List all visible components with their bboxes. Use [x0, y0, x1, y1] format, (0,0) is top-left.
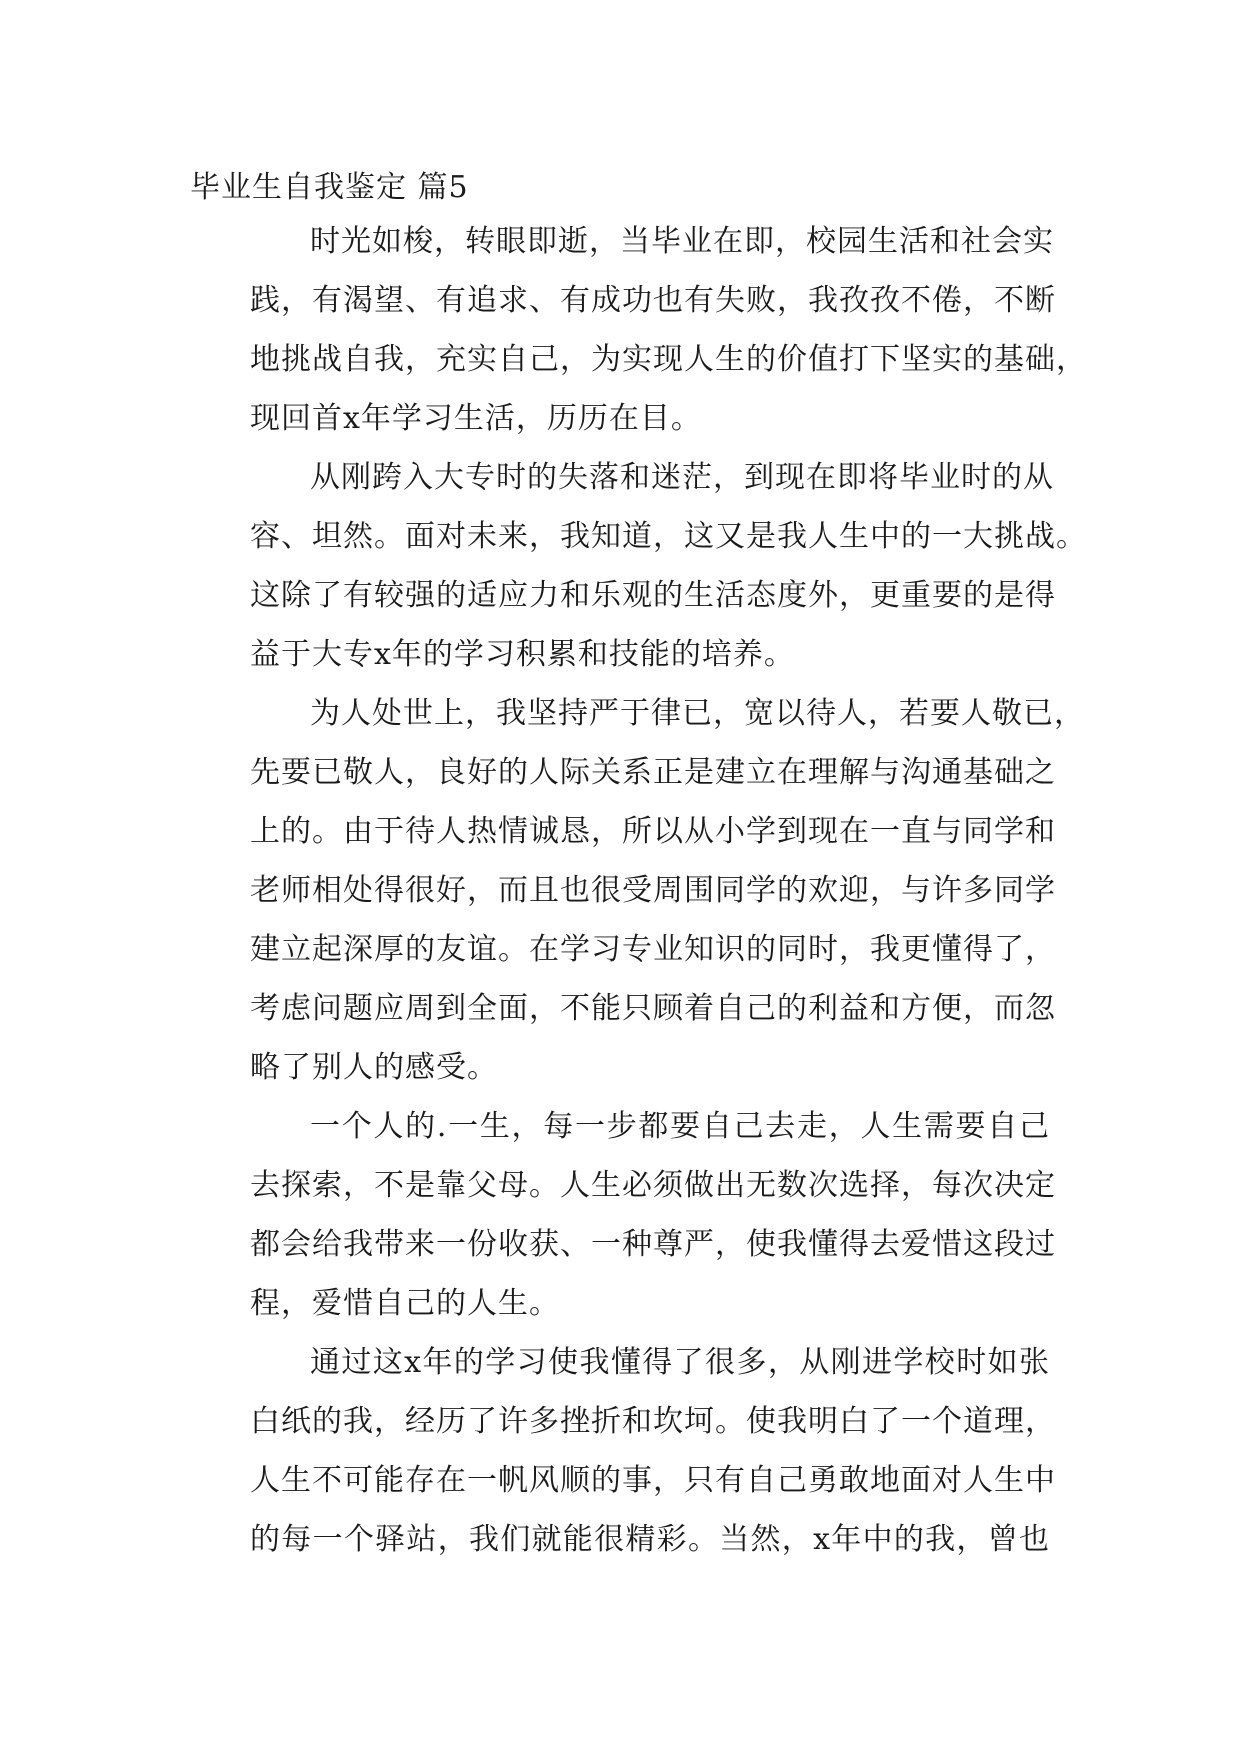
paragraph — [190, 212, 1087, 448]
text-line: 都会给我带来一份收获、一种尊严，使我懂得去爱惜这段过 — [250, 1227, 1056, 1262]
document-body — [190, 164, 1087, 1569]
text-line: 程，爱惜自己的人生。 — [250, 1286, 560, 1321]
text-line: 去探索，不是靠父母。人生必须做出无数次选择，每次决定 — [250, 1168, 1056, 1203]
text-line: 从刚跨入大专时的失落和迷茫，到现在即将毕业时的从 — [310, 460, 1054, 495]
paragraph — [190, 1333, 1056, 1569]
text-line: 人生不可能存在一帆风顺的事，只有自己勇敢地面对人生中 — [250, 1463, 1056, 1498]
text-line: 通过这x年的学习使我懂得了很多，从刚进学校时如张 — [310, 1345, 1050, 1380]
text-line: 为人处世上，我坚持严于律已，宽以待人，若要人敬已， — [310, 696, 1085, 731]
text-line: 地挑战自我，充实自己，为实现人生的价值打下坚实的基础， — [250, 342, 1087, 377]
text-line: 践，有渴望、有追求、有成功也有失败，我孜孜不倦，不断 — [250, 283, 1056, 318]
text-line: 略了别人的感受。 — [250, 1050, 498, 1085]
text-line: 容、坦然。面对未来，我知道，这又是我人生中的一大挑战。 — [250, 519, 1087, 554]
text-line: 这除了有较强的适应力和乐观的生活态度外，更重要的是得 — [250, 578, 1056, 613]
text-line: 先要已敬人，良好的人际关系正是建立在理解与沟通基础之 — [250, 755, 1056, 790]
text-line: 益于大专x年的学习积累和技能的培养。 — [250, 637, 795, 672]
text-line: 老师相处得很好，而且也很受周围同学的欢迎，与许多同学 — [250, 873, 1056, 908]
text-line: 一个人的.一生，每一步都要自己去走，人生需要自己 — [310, 1109, 1050, 1144]
paragraph — [190, 448, 1087, 684]
paragraph — [190, 1097, 1056, 1333]
text-line: 上的。由于待人热情诚恳，所以从小学到现在一直与同学和 — [250, 814, 1056, 849]
text-line: 考虑问题应周到全面，不能只顾着自己的利益和方便，而忽 — [250, 991, 1056, 1026]
text-line: 白纸的我，经历了许多挫折和坎坷。使我明白了一个道理， — [250, 1404, 1056, 1439]
text-line: 现回首x年学习生活，历历在目。 — [250, 401, 702, 436]
text-line: 的每一个驿站，我们就能很精彩。当然，x年中的我，曾也 — [250, 1522, 1050, 1557]
text-line: 时光如梭，转眼即逝，当毕业在即，校园生活和社会实 — [310, 224, 1054, 259]
document-title: 毕业生自我鉴定 篇5 — [190, 170, 469, 205]
paragraph — [190, 684, 1085, 1097]
text-line: 建立起深厚的友谊。在学习专业知识的同时，我更懂得了， — [250, 932, 1056, 967]
